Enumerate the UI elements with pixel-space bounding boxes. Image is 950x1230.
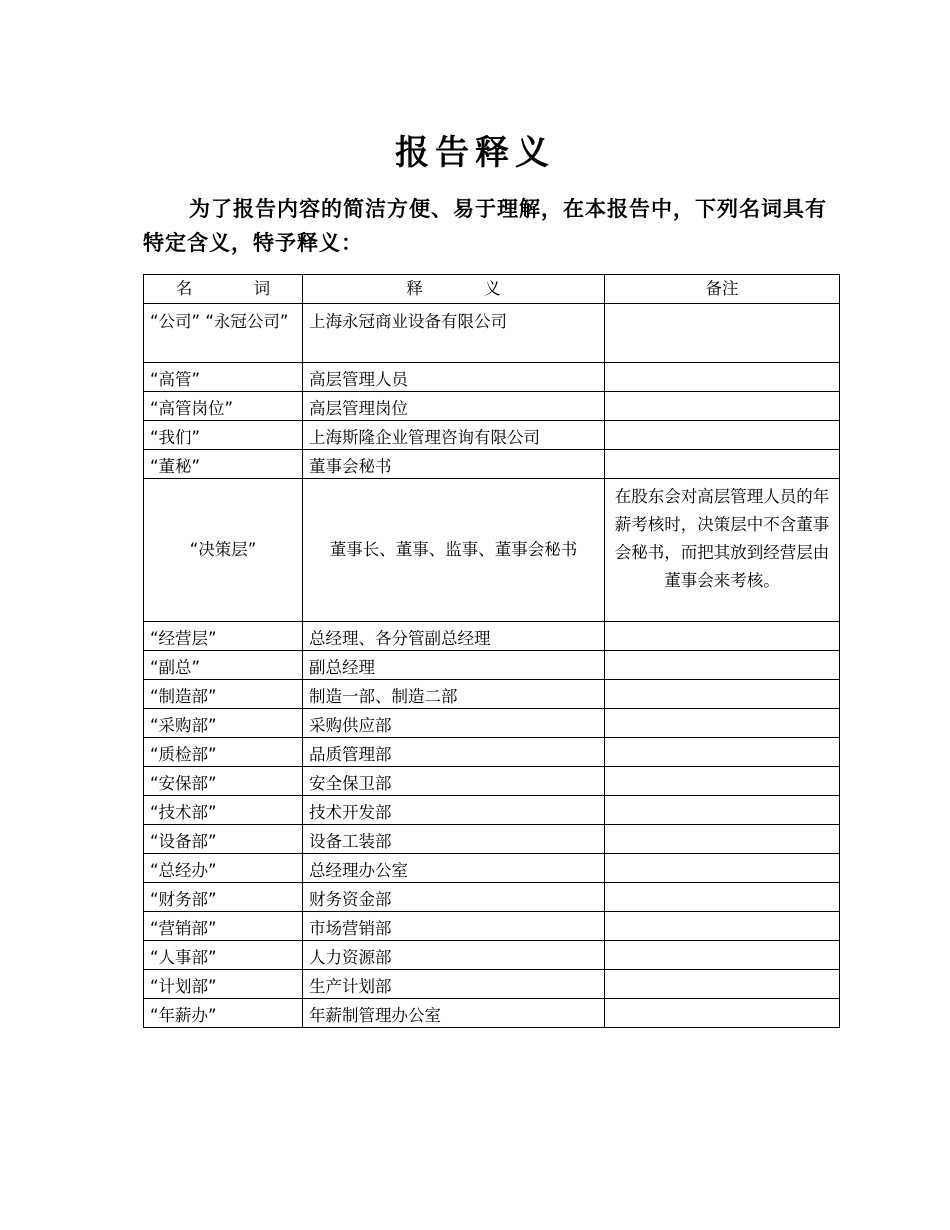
note-cell: 在股东会对高层管理人员的年薪考核时，决策层中不含董事会秘书，而把其放到经营层由董事会来考核。	[605, 479, 840, 622]
term-cell: “营销部”	[144, 912, 303, 941]
term-cell: “高管岗位”	[144, 392, 303, 421]
note-cell	[605, 854, 840, 883]
term-cell: “采购部”	[144, 709, 303, 738]
glossary-table	[143, 274, 840, 1028]
table-row	[144, 738, 840, 767]
note-cell	[605, 970, 840, 999]
table-row	[144, 450, 840, 479]
note-cell	[605, 363, 840, 392]
term-cell: “安保部”	[144, 767, 303, 796]
note-cell	[605, 421, 840, 450]
definition-cell: 制造一部、制造二部	[303, 680, 605, 709]
definition-cell: 高层管理岗位	[303, 392, 605, 421]
term-cell: “人事部”	[144, 941, 303, 970]
definition-cell: 市场营销部	[303, 912, 605, 941]
note-cell	[605, 680, 840, 709]
term-cell: “副总”	[144, 651, 303, 680]
definition-cell: 高层管理人员	[303, 363, 605, 392]
definition-cell: 品质管理部	[303, 738, 605, 767]
header-note: 备注	[605, 275, 840, 304]
term-cell: “年薪办”	[144, 999, 303, 1028]
term-cell: “技术部”	[144, 796, 303, 825]
table-header-row	[144, 275, 840, 304]
table-row	[144, 825, 840, 854]
definition-cell: 年薪制管理办公室	[303, 999, 605, 1028]
note-cell	[605, 912, 840, 941]
table-row	[144, 392, 840, 421]
table-row	[144, 999, 840, 1028]
table-row	[144, 363, 840, 392]
note-cell	[605, 450, 840, 479]
term-cell: “制造部”	[144, 680, 303, 709]
table-row	[144, 304, 840, 363]
header-definition: 释 义	[303, 275, 605, 304]
definition-cell: 董事长、董事、监事、董事会秘书	[303, 479, 605, 622]
term-cell: “财务部”	[144, 883, 303, 912]
note-cell	[605, 767, 840, 796]
term-cell: “董秘”	[144, 450, 303, 479]
term-cell: “经营层”	[144, 622, 303, 651]
term-cell: “设备部”	[144, 825, 303, 854]
term-cell: “我们”	[144, 421, 303, 450]
note-cell	[605, 999, 840, 1028]
note-cell	[605, 738, 840, 767]
definition-cell: 设备工装部	[303, 825, 605, 854]
definition-cell: 总经理、各分管副总经理	[303, 622, 605, 651]
table-row	[144, 796, 840, 825]
note-cell	[605, 304, 840, 363]
table-row	[144, 854, 840, 883]
definition-cell: 董事会秘书	[303, 450, 605, 479]
intro-paragraph: 为了报告内容的简洁方便、易于理解，在本报告中，下列名词具有特定含义，特予释义：	[143, 196, 827, 255]
table-row	[144, 883, 840, 912]
table-row	[144, 421, 840, 450]
definition-cell: 上海永冠商业设备有限公司	[303, 304, 605, 363]
term-cell: “决策层”	[144, 479, 303, 622]
table-row	[144, 479, 840, 622]
definition-cell: 副总经理	[303, 651, 605, 680]
table-row	[144, 767, 840, 796]
term-cell: “计划部”	[144, 970, 303, 999]
term-cell: “总经办”	[144, 854, 303, 883]
definition-cell: 采购供应部	[303, 709, 605, 738]
note-cell	[605, 796, 840, 825]
table-row	[144, 970, 840, 999]
page-title: 报告释义	[395, 132, 555, 173]
definition-cell: 安全保卫部	[303, 767, 605, 796]
header-term: 名 词	[144, 275, 303, 304]
table-row	[144, 622, 840, 651]
term-cell: “高管”	[144, 363, 303, 392]
definition-cell: 上海斯隆企业管理咨询有限公司	[303, 421, 605, 450]
note-cell	[605, 825, 840, 854]
table-row	[144, 651, 840, 680]
term-cell: “质检部”	[144, 738, 303, 767]
table-row	[144, 912, 840, 941]
definition-cell: 人力资源部	[303, 941, 605, 970]
term-cell: “公司” “永冠公司”	[144, 304, 303, 363]
note-cell	[605, 883, 840, 912]
note-cell	[605, 651, 840, 680]
definition-cell: 技术开发部	[303, 796, 605, 825]
table-row	[144, 941, 840, 970]
note-cell	[605, 709, 840, 738]
table-row	[144, 709, 840, 738]
note-cell	[605, 941, 840, 970]
definition-cell: 财务资金部	[303, 883, 605, 912]
table-row	[144, 680, 840, 709]
note-cell	[605, 622, 840, 651]
definition-cell: 总经理办公室	[303, 854, 605, 883]
note-cell	[605, 392, 840, 421]
definition-cell: 生产计划部	[303, 970, 605, 999]
